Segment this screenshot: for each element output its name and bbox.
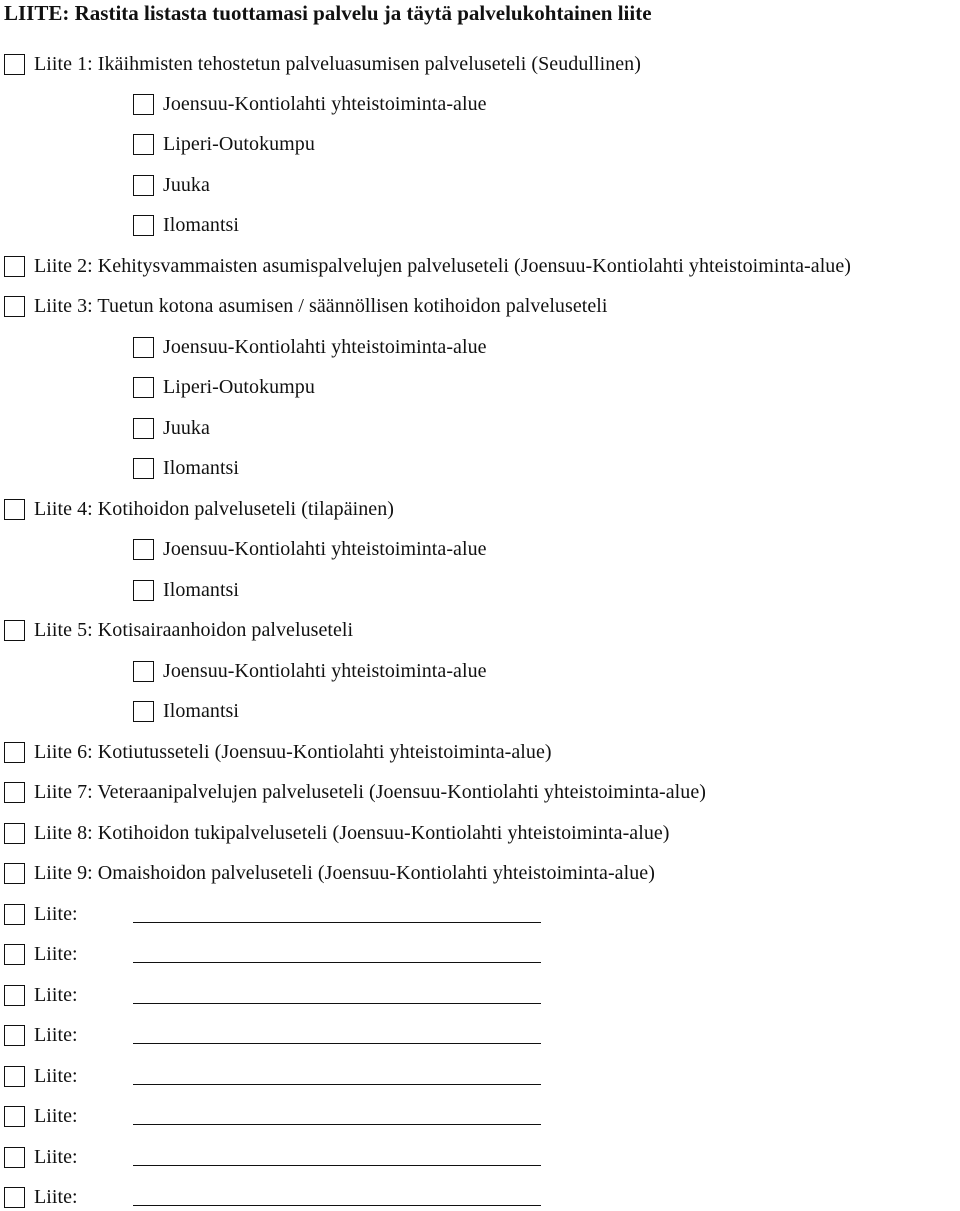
checkbox[interactable] bbox=[133, 539, 154, 560]
liite-5-label: Liite 5: Kotisairaanhoidon palveluseteli bbox=[34, 619, 354, 641]
area-label: Ilomantsi bbox=[163, 457, 239, 479]
blank-liite-label: Liite: bbox=[34, 1105, 78, 1127]
blank-fill-line[interactable] bbox=[133, 1124, 541, 1125]
area-label: Joensuu-Kontiolahti yhteistoiminta-alue bbox=[163, 336, 487, 358]
liite-6-label: Liite 6: Kotiutusseteli (Joensuu-Kontiolahti yhteistoiminta-alue) bbox=[34, 741, 552, 763]
checkbox[interactable] bbox=[4, 863, 25, 884]
blank-liite-label: Liite: bbox=[34, 943, 78, 965]
blank-liite-option[interactable] bbox=[4, 1143, 78, 1171]
blank-liite-label: Liite: bbox=[34, 984, 78, 1006]
checkbox[interactable] bbox=[4, 1106, 25, 1127]
blank-fill-line[interactable] bbox=[133, 1003, 541, 1004]
checkbox[interactable] bbox=[4, 296, 25, 317]
liite-2-option[interactable] bbox=[4, 252, 851, 280]
checkbox[interactable] bbox=[133, 580, 154, 601]
checkbox[interactable] bbox=[4, 944, 25, 965]
blank-fill-line[interactable] bbox=[133, 1084, 541, 1085]
liite-3-label: Liite 3: Tuetun kotona asumisen / säännöllisen kotihoidon palveluseteli bbox=[34, 295, 608, 317]
area-label: Joensuu-Kontiolahti yhteistoiminta-alue bbox=[163, 538, 487, 560]
blank-liite-label: Liite: bbox=[34, 1024, 78, 1046]
blank-liite-label: Liite: bbox=[34, 903, 78, 925]
blank-liite-option[interactable] bbox=[4, 900, 78, 928]
checkbox[interactable] bbox=[4, 782, 25, 803]
liite-3-area-joensuu[interactable] bbox=[133, 333, 487, 361]
liite-7-option[interactable] bbox=[4, 778, 706, 806]
area-label: Liperi-Outokumpu bbox=[163, 376, 315, 398]
blank-fill-line[interactable] bbox=[133, 1165, 541, 1166]
checkbox[interactable] bbox=[133, 661, 154, 682]
blank-liite-option[interactable] bbox=[4, 981, 78, 1009]
checkbox[interactable] bbox=[133, 458, 154, 479]
liite-1-area-ilomantsi[interactable] bbox=[133, 211, 239, 239]
liite-9-label: Liite 9: Omaishoidon palveluseteli (Joensuu-Kontiolahti yhteistoiminta-alue) bbox=[34, 862, 655, 884]
blank-fill-line[interactable] bbox=[133, 1205, 541, 1206]
area-label: Joensuu-Kontiolahti yhteistoiminta-alue bbox=[163, 93, 487, 115]
blank-liite-label: Liite: bbox=[34, 1186, 78, 1208]
liite-2-label: Liite 2: Kehitysvammaisten asumispalvelujen palveluseteli (Joensuu-Kontiolahti yhteistoiminta-alue) bbox=[34, 255, 851, 277]
liite-3-area-juuka[interactable] bbox=[133, 414, 210, 442]
area-label: Juuka bbox=[163, 417, 210, 439]
liite-4-area-ilomantsi[interactable] bbox=[133, 576, 239, 604]
liite-1-label: Liite 1: Ikäihmisten tehostetun palveluasumisen palveluseteli (Seudullinen) bbox=[34, 53, 641, 75]
liite-9-option[interactable] bbox=[4, 859, 655, 887]
liite-1-area-liperi[interactable] bbox=[133, 130, 315, 158]
checkbox[interactable] bbox=[4, 904, 25, 925]
liite-8-label: Liite 8: Kotihoidon tukipalveluseteli (Joensuu-Kontiolahti yhteistoiminta-alue) bbox=[34, 822, 670, 844]
liite-7-label: Liite 7: Veteraanipalvelujen palveluseteli (Joensuu-Kontiolahti yhteistoiminta-alue) bbox=[34, 781, 706, 803]
liite-4-option[interactable] bbox=[4, 495, 394, 523]
liite-4-area-joensuu[interactable] bbox=[133, 535, 487, 563]
checkbox[interactable] bbox=[4, 1025, 25, 1046]
area-label: Joensuu-Kontiolahti yhteistoiminta-alue bbox=[163, 660, 487, 682]
checkbox[interactable] bbox=[4, 1066, 25, 1087]
liite-3-area-ilomantsi[interactable] bbox=[133, 454, 239, 482]
blank-liite-option[interactable] bbox=[4, 1102, 78, 1130]
blank-liite-option[interactable] bbox=[4, 1021, 78, 1049]
checkbox[interactable] bbox=[133, 134, 154, 155]
area-label: Ilomantsi bbox=[163, 214, 239, 236]
checkbox[interactable] bbox=[133, 418, 154, 439]
liite-3-area-liperi[interactable] bbox=[133, 373, 315, 401]
blank-liite-option[interactable] bbox=[4, 1062, 78, 1090]
area-label: Ilomantsi bbox=[163, 700, 239, 722]
checkbox[interactable] bbox=[4, 823, 25, 844]
checkbox[interactable] bbox=[133, 701, 154, 722]
blank-liite-option[interactable] bbox=[4, 1183, 78, 1211]
liite-5-area-joensuu[interactable] bbox=[133, 657, 487, 685]
blank-fill-line[interactable] bbox=[133, 962, 541, 963]
blank-liite-label: Liite: bbox=[34, 1065, 78, 1087]
blank-fill-line[interactable] bbox=[133, 1043, 541, 1044]
checkbox[interactable] bbox=[4, 499, 25, 520]
checkbox[interactable] bbox=[133, 175, 154, 196]
checkbox[interactable] bbox=[133, 377, 154, 398]
blank-fill-line[interactable] bbox=[133, 922, 541, 923]
checkbox[interactable] bbox=[133, 215, 154, 236]
blank-liite-option[interactable] bbox=[4, 940, 78, 968]
checkbox[interactable] bbox=[4, 1187, 25, 1208]
liite-5-area-ilomantsi[interactable] bbox=[133, 697, 239, 725]
checkbox[interactable] bbox=[133, 94, 154, 115]
page-title: LIITE: Rastita listasta tuottamasi palvelu ja täytä palvelukohtainen liite bbox=[4, 1, 652, 25]
area-label: Juuka bbox=[163, 174, 210, 196]
checkbox[interactable] bbox=[4, 1147, 25, 1168]
checkbox[interactable] bbox=[4, 620, 25, 641]
liite-1-option[interactable] bbox=[4, 50, 641, 78]
liite-5-option[interactable] bbox=[4, 616, 353, 644]
checkbox[interactable] bbox=[4, 742, 25, 763]
liite-1-area-joensuu[interactable] bbox=[133, 90, 487, 118]
checkbox[interactable] bbox=[4, 985, 25, 1006]
liite-3-option[interactable] bbox=[4, 292, 608, 320]
liite-8-option[interactable] bbox=[4, 819, 670, 847]
liite-1-area-juuka[interactable] bbox=[133, 171, 210, 199]
liite-6-option[interactable] bbox=[4, 738, 552, 766]
blank-liite-label: Liite: bbox=[34, 1146, 78, 1168]
checkbox[interactable] bbox=[4, 256, 25, 277]
area-label: Ilomantsi bbox=[163, 579, 239, 601]
checkbox[interactable] bbox=[4, 54, 25, 75]
liite-4-label: Liite 4: Kotihoidon palveluseteli (tilapäinen) bbox=[34, 498, 394, 520]
checkbox[interactable] bbox=[133, 337, 154, 358]
area-label: Liperi-Outokumpu bbox=[163, 133, 315, 155]
